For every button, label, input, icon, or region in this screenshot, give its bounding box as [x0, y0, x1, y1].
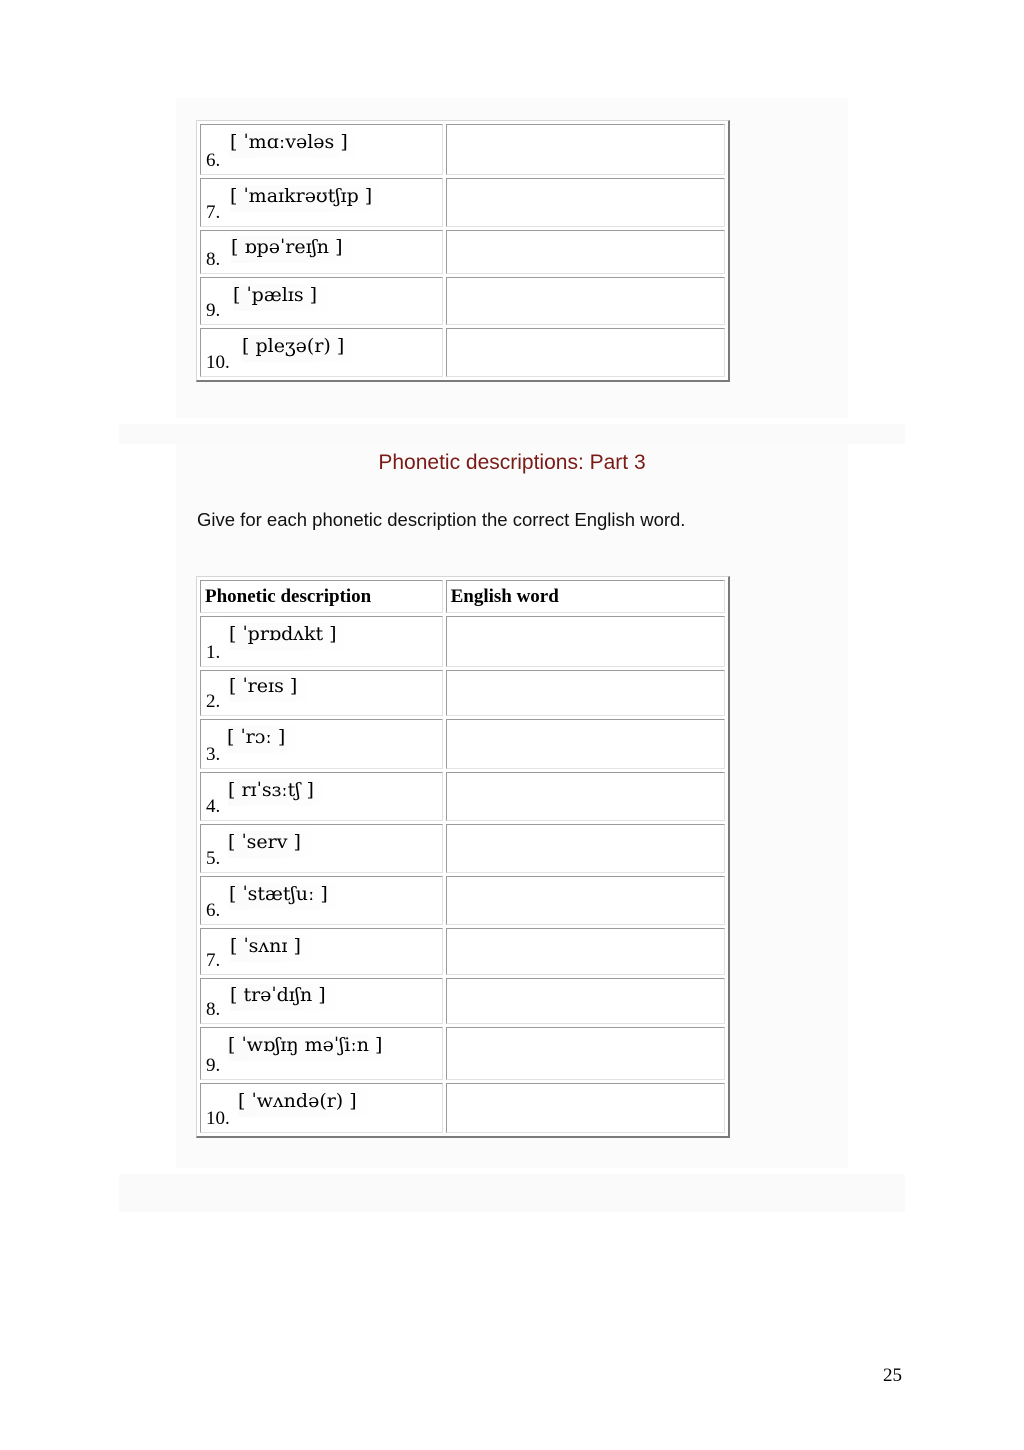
ipa-text: [ ˈsʌnɪ ] [230, 935, 315, 962]
table-row [200, 328, 725, 377]
ipa-text: [ ˈreɪs ] [229, 675, 311, 702]
answer-cell[interactable] [446, 178, 725, 227]
phonetic-cell [200, 1027, 443, 1080]
phonetic-cell [200, 178, 443, 227]
ipa-text: [ ˈpælɪs ] [233, 284, 331, 311]
row-number: 7. [206, 202, 221, 223]
answer-cell[interactable] [446, 824, 725, 873]
answer-cell[interactable] [446, 277, 725, 325]
phonetic-cell [200, 772, 443, 821]
row-number: 9. [206, 300, 221, 321]
row-number: 10. [206, 352, 230, 373]
ipa-text: [ ˈstætʃuː ] [229, 883, 342, 910]
row-number: 3. [206, 744, 221, 765]
phonetic-cell [200, 277, 443, 325]
phonetic-cell [200, 1083, 443, 1133]
ipa-text: [ ˈserv ] [228, 831, 315, 858]
table-row [200, 876, 725, 925]
row-number: 1. [206, 642, 221, 663]
ipa-text: [ rɪˈsɜːtʃ ] [228, 779, 328, 806]
row-number: 4. [206, 796, 221, 817]
ipa-text: [ ˈprɒdʌkt ] [229, 623, 351, 650]
answer-cell[interactable] [446, 616, 725, 667]
divider-band-top [119, 424, 905, 444]
table-row [200, 124, 725, 175]
answer-cell[interactable] [446, 772, 725, 821]
ipa-text: [ ˈwʌndə(r) ] [238, 1090, 371, 1117]
table-row [200, 928, 725, 975]
phonetic-cell [200, 230, 443, 274]
row-number: 8. [206, 999, 221, 1020]
phonetic-cell [200, 876, 443, 925]
phonetic-cell [200, 978, 443, 1024]
row-number: 6. [206, 150, 221, 171]
table-row [200, 230, 725, 274]
table-row [200, 1083, 725, 1133]
answer-cell[interactable] [446, 1027, 725, 1080]
ipa-text: [ pleʒə(r) ] [242, 335, 358, 362]
instructions-text: Give for each phonetic description the correct English word. [197, 509, 686, 530]
row-number: 10. [206, 1108, 230, 1129]
table-row [200, 824, 725, 873]
table-row [200, 978, 725, 1024]
answer-cell[interactable] [446, 978, 725, 1024]
answer-cell[interactable] [446, 328, 725, 377]
phonetic-cell [200, 616, 443, 667]
table-row [200, 772, 725, 821]
answer-cell[interactable] [446, 719, 725, 769]
answer-cell[interactable] [446, 928, 725, 975]
row-number: 2. [206, 691, 221, 712]
table-row [200, 719, 725, 769]
phonetic-table [196, 576, 730, 1138]
phonetic-cell [200, 719, 443, 769]
table-row [200, 670, 725, 716]
answer-cell[interactable] [446, 876, 725, 925]
phonetic-cell [200, 824, 443, 873]
page-number: 25 [883, 1365, 902, 1386]
table-header-row [200, 580, 725, 613]
section-title: Phonetic descriptions: Part 3 [378, 451, 646, 474]
phonetic-cell [200, 328, 443, 377]
row-number: 8. [206, 249, 221, 270]
ipa-text: [ ˈwɒʃɪŋ məˈʃiːn ] [228, 1034, 396, 1061]
table-row [200, 1027, 725, 1080]
row-number: 9. [206, 1055, 221, 1076]
header-phonetic-description: Phonetic description [200, 580, 443, 613]
answer-cell[interactable] [446, 230, 725, 274]
ipa-text: [ ɒpəˈreɪʃn ] [231, 236, 357, 263]
row-number: 7. [206, 950, 221, 971]
ipa-text: [ ˈrɔː ] [227, 726, 299, 753]
table-row [200, 616, 725, 667]
answer-cell[interactable] [446, 1083, 725, 1133]
phonetic-cell [200, 928, 443, 975]
part2-table [196, 120, 730, 382]
ipa-text: [ ˈmaɪkrəʊtʃɪp ] [230, 185, 386, 212]
row-number: 6. [206, 900, 221, 921]
table-row [200, 277, 725, 325]
divider-band-bottom [119, 1174, 905, 1212]
answer-cell[interactable] [446, 670, 725, 716]
answer-cell[interactable] [446, 124, 725, 175]
row-number: 5. [206, 848, 221, 869]
phonetic-cell [200, 670, 443, 716]
table-row [200, 178, 725, 227]
ipa-text: [ trəˈdɪʃn ] [230, 984, 340, 1011]
phonetic-cell [200, 124, 443, 175]
ipa-text: [ ˈmɑːvələs ] [230, 131, 362, 158]
header-english-word: English word [446, 580, 725, 613]
